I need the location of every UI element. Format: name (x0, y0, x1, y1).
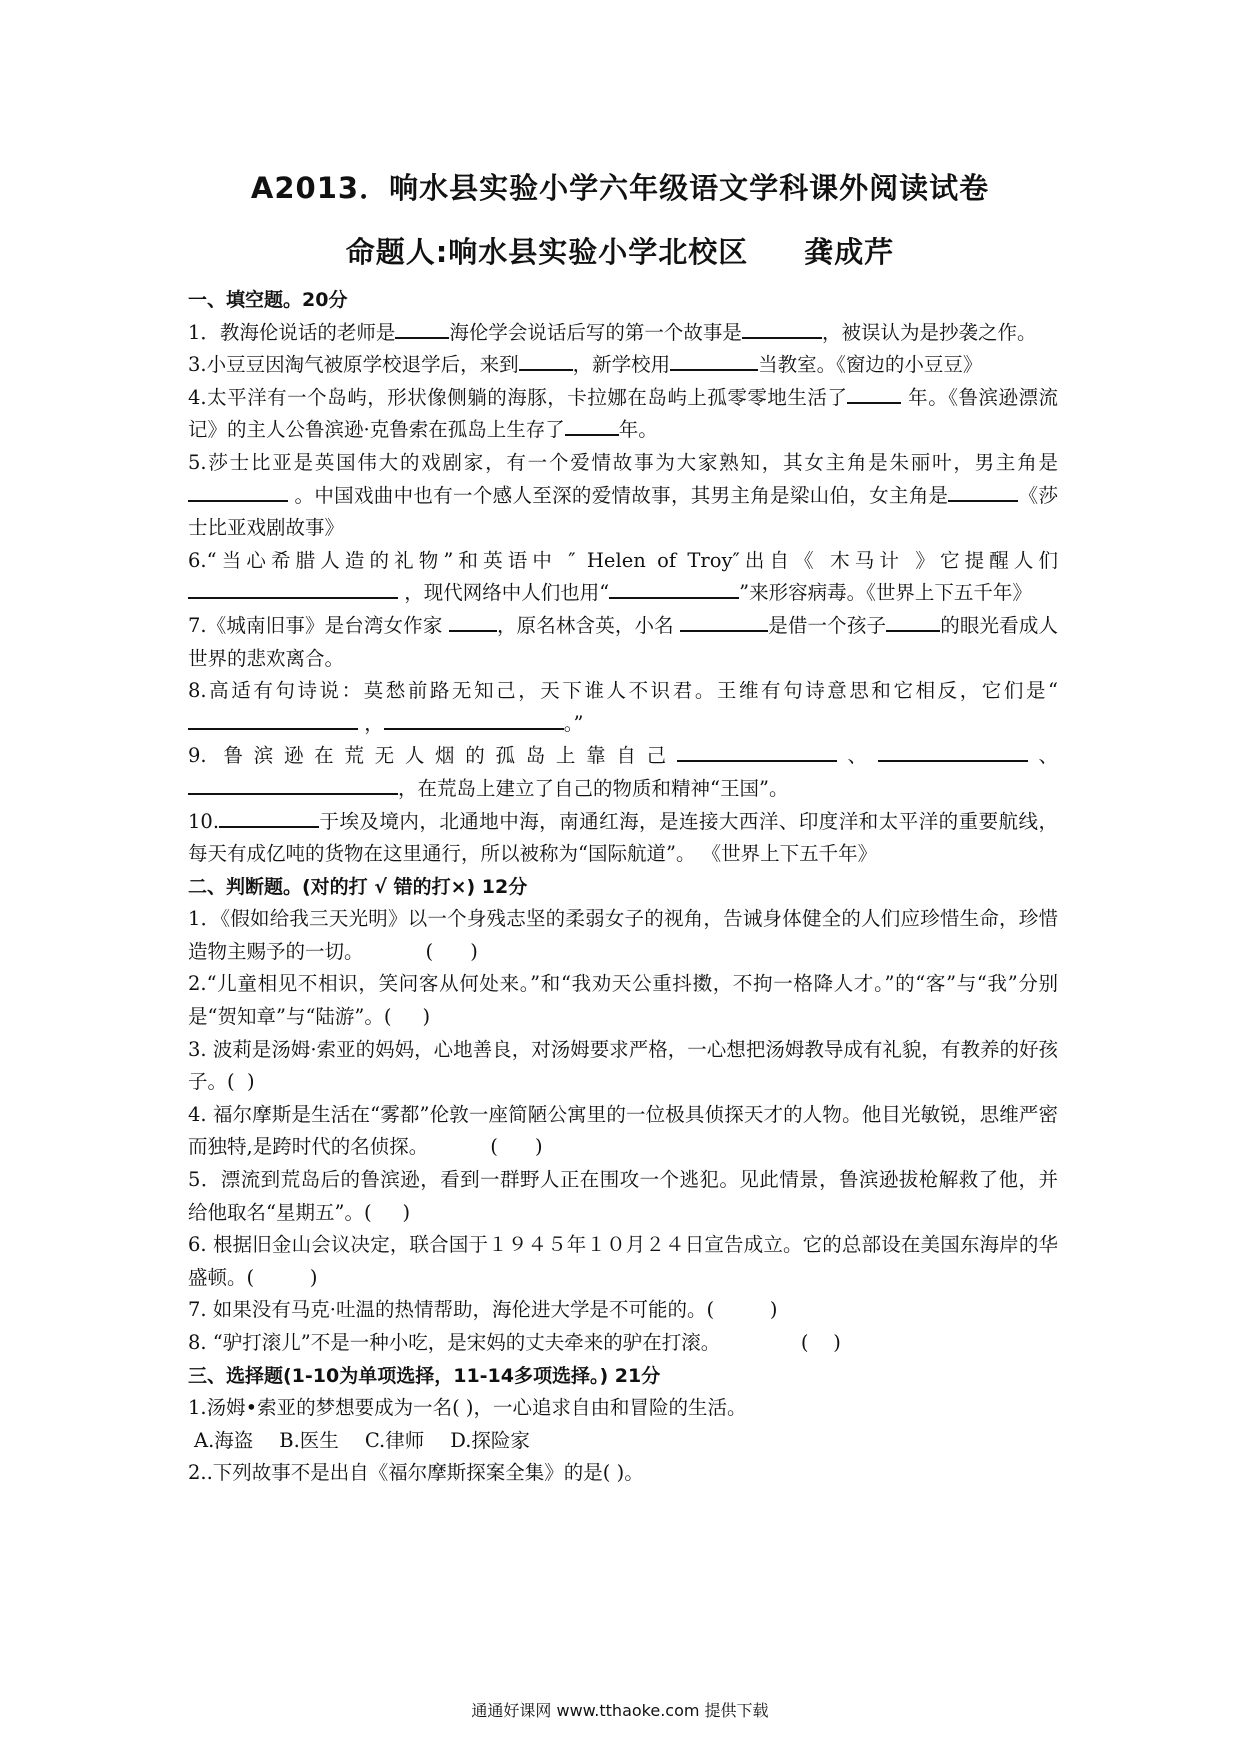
answer-blank[interactable] (188, 710, 358, 730)
question-tf-3 (188, 1034, 1058, 1099)
q9-text-c: 、 (1027, 744, 1058, 768)
answer-blank[interactable] (188, 579, 398, 599)
tf-6-answer[interactable]: ( ) (246, 1265, 318, 1289)
tf-8-text: 8. “驴打滚儿”不是一种小吃，是宋妈的丈夫牵来的驴在打滚。 (188, 1331, 721, 1354)
question-tf-7 (188, 1294, 1058, 1327)
question-tf-1 (188, 903, 1058, 968)
section-choice-heading: 三、选择题(1-10为单项选择，11-14多项选择。) 21分 (188, 1364, 661, 1387)
question-tf-6 (188, 1229, 1058, 1294)
section-true-false-heading: 二、判断题。(对的打 √ 错的打×) 12分 (188, 875, 528, 898)
answer-blank[interactable] (680, 612, 768, 632)
q3-text-b: ，新学校用 (572, 353, 671, 377)
exam-body (188, 284, 1058, 1490)
tf-3-text: 3. 波莉是汤姆·索亚的妈妈，心地善良，对汤姆要求严格，一心想把汤姆教导成有礼貌，有教养的好孩子。 (188, 1037, 1058, 1094)
tf-2-text: 2.“儿童相见不相识，笑问客从何处来。”和“我劝天公重抖擞，不拘一格降人才。”的“客”与“我”分别是“贺知章”与“陆游”。 (188, 972, 1058, 1029)
q6-text-c: ”来形容病毒。《世界上下五千年》 (739, 581, 1032, 605)
q9-text-b: 、 (836, 744, 878, 768)
tf-5-text: 5．漂流到荒岛后的鲁滨逊，看到一群野人正在围攻一个逃犯。见此情景，鲁滨逊拔枪解救了他，并给他取名“星期五”。 (188, 1168, 1058, 1224)
answer-blank[interactable] (188, 775, 398, 795)
choice-1-options (188, 1425, 1058, 1458)
answer-blank[interactable] (742, 319, 822, 339)
question-fill-3 (188, 349, 1058, 382)
question-fill-8 (188, 675, 1058, 740)
question-tf-4 (188, 1099, 1058, 1164)
option-b[interactable]: B.医生 (279, 1428, 339, 1452)
question-choice-2: 2..下列故事不是出自《福尔摩斯探案全集》的是( )。 (188, 1461, 644, 1485)
q4-text-b: 年。《鲁滨逊漂流记》的主人公鲁滨逊·克鲁索在孤岛上生存了 (188, 385, 1059, 442)
tf-8-answer[interactable]: ( ) (720, 1331, 841, 1354)
option-d[interactable]: D.探险家 (450, 1428, 530, 1452)
q7-text-b: ，原名林含英，小名 (496, 613, 681, 637)
answer-blank[interactable] (878, 742, 1028, 762)
q8-text-b: ， (358, 711, 384, 735)
answer-blank[interactable] (384, 710, 564, 730)
answer-blank[interactable] (886, 612, 940, 632)
author-label: 命题人:响水县实验小学北校区 (345, 235, 749, 269)
q5-text-c: 《莎士比亚戏剧故事》 (188, 483, 1058, 540)
answer-blank[interactable] (565, 416, 619, 436)
tf-5-answer[interactable]: ( ) (363, 1200, 411, 1224)
tf-4-answer[interactable]: ( ) (428, 1135, 543, 1159)
question-fill-1 (188, 317, 1058, 350)
question-tf-8 (188, 1327, 1058, 1360)
answer-blank[interactable] (449, 612, 497, 632)
q1-text-c: ，被误认为是抄袭之作。 (821, 320, 1037, 344)
question-fill-10 (188, 806, 1058, 871)
download-footer: 通通好课网 www.tthaoke.com 提供下载 (471, 1701, 769, 1720)
q4-text-a: 4.太平洋有一个岛屿，形状像侧躺的海豚，卡拉娜在岛屿上孤零零地生活了 (188, 385, 848, 409)
author-name: 龚成芹 (804, 235, 895, 269)
question-tf-2 (188, 968, 1058, 1033)
tf-6-text: 6. 根据旧金山会议决定，联合国于１９４５年１０月２４日宣告成立。它的总部设在美国东海岸的华盛顿。 (188, 1233, 1058, 1289)
q7-text-c: 是借一个孩子 (768, 613, 887, 637)
q6-text-a: 6.“当心希腊人造的礼物”和英语中 ″ Helen of Troy″出自《 木马计 》它提醒人们 (188, 548, 1058, 572)
q7-text-d: 的眼光看成人世界的悲欢离合。 (188, 613, 1058, 670)
section-fill-blank-heading: 一、填空题。20分 (188, 289, 348, 311)
q6-text-b: ，现代网络中人们也用“ (398, 581, 610, 605)
question-choice-1: 1.汤姆•索亚的梦想要成为一名( )，一心追求自由和冒险的生活。 (188, 1396, 747, 1420)
question-fill-9 (188, 740, 1058, 805)
answer-blank[interactable] (188, 482, 288, 502)
tf-1-answer[interactable]: ( ) (363, 939, 478, 963)
tf-3-answer[interactable]: ( ) (227, 1070, 255, 1094)
q9-text-a: 9. 鲁滨逊在荒无人烟的孤岛上靠自己 (188, 744, 677, 768)
question-fill-5 (188, 447, 1058, 545)
option-a[interactable]: A.海盗 (194, 1428, 254, 1452)
answer-blank[interactable] (519, 351, 573, 371)
question-fill-4 (188, 382, 1058, 447)
question-fill-6 (188, 545, 1058, 610)
q10-text-a: 10. (188, 809, 220, 833)
answer-blank[interactable] (677, 742, 837, 762)
question-fill-7 (188, 610, 1058, 675)
q10-text-b: 于埃及境内，北通地中海，南通红海，是连接大西洋、印度洋和太平洋的重要航线，每天有成亿吨的货物在这里通行，所以被称为“国际航道”。 《世界上下五千年》 (188, 809, 1058, 866)
q9-text-d: ，在荒岛上建立了自己的物质和精神“王国”。 (398, 776, 789, 800)
exam-author (0, 230, 1240, 271)
tf-7-text: 7. 如果没有马克·吐温的热情帮助，海伦进大学是不可能的。 (188, 1298, 707, 1322)
answer-blank[interactable] (670, 351, 758, 371)
answer-blank[interactable] (609, 579, 739, 599)
q8-text-c: 。” (563, 711, 584, 735)
answer-blank[interactable] (948, 482, 1018, 502)
q3-text-a: 3.小豆豆因淘气被原学校退学后，来到 (188, 353, 519, 377)
option-c[interactable]: C.律师 (364, 1428, 425, 1452)
answer-blank[interactable] (219, 808, 319, 828)
answer-blank[interactable] (395, 319, 449, 339)
q1-text-b: 海伦学会说话后写的第一个故事是 (449, 320, 742, 344)
q1-text-a: 1．教海伦说话的老师是 (188, 320, 396, 344)
exam-title: A2013．响水县实验小学六年级语文学科课外阅读试卷 (250, 171, 990, 205)
answer-blank[interactable] (847, 384, 901, 404)
q8-text-a: 8.高适有句诗说：莫愁前路无知己，天下谁人不识君。王维有句诗意思和它相反，它们是“ (188, 679, 1058, 703)
tf-7-answer[interactable]: ( ) (706, 1298, 778, 1322)
q4-text-c: 年。 (618, 418, 658, 442)
q3-text-c: 当教室。《窗边的小豆豆》 (758, 353, 983, 377)
question-tf-5 (188, 1164, 1058, 1229)
q5-text-a: 5.莎士比亚是英国伟大的戏剧家，有一个爱情故事为大家熟知，其女主角是朱丽叶，男主角是 (188, 450, 1058, 474)
q5-text-b: 。中国戏曲中也有一个感人至深的爱情故事，其男主角是梁山伯，女主角是 (288, 483, 949, 507)
tf-1-text: 1．《假如给我三天光明》以一个身残志坚的柔弱女子的视角，告诫身体健全的人们应珍惜生命，珍惜造物主赐予的一切。 (188, 907, 1058, 963)
tf-4-text: 4. 福尔摩斯是生活在“雾都”伦敦一座简陋公寓里的一位极具侦探天才的人物。他目光敏锐，思维严密而独特,是跨时代的名侦探。 (188, 1102, 1058, 1159)
tf-2-answer[interactable]: ( ) (383, 1005, 431, 1029)
q7-text-a: 7.《城南旧事》是台湾女作家 (188, 613, 449, 637)
